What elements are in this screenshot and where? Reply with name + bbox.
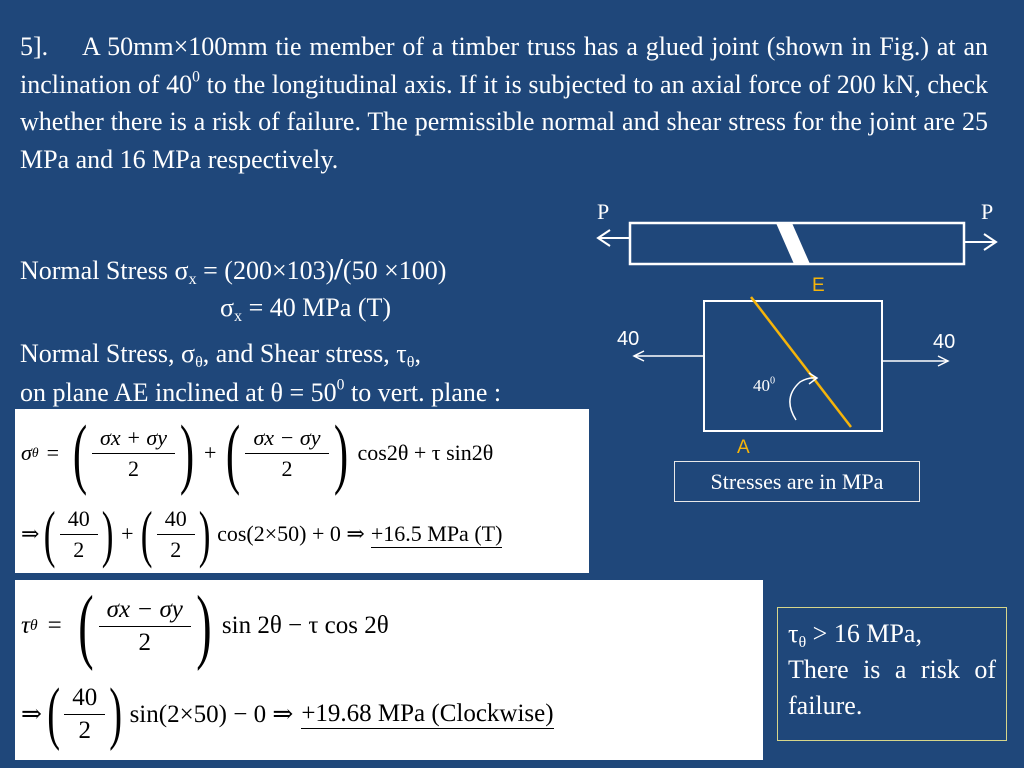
trig-terms: cos2θ + τ sin2θ: [357, 440, 494, 465]
shear-stress-equation-box: [15, 580, 763, 760]
comma: ,: [414, 339, 421, 368]
normal-stress-result: +16.5 MPa (T): [370, 520, 503, 546]
value-40-a: 40: [67, 505, 90, 531]
plane-text-b: to vert. plane :: [344, 378, 502, 407]
plane-text-a: on plane AE inclined at θ = 50: [20, 378, 337, 407]
fraction-diff: [249, 425, 324, 482]
normal-stress-numerator: = (200×103): [196, 256, 335, 285]
plane-degree-superscript: 0: [336, 376, 345, 394]
glued-joint-mark: [776, 223, 810, 264]
paren-open-4: (: [141, 498, 154, 569]
paren-close-4: ): [198, 498, 211, 569]
denominator-2-b: 2: [157, 534, 195, 563]
problem-number: 5].: [20, 32, 49, 61]
fraction-sum-denominator: 2: [92, 453, 175, 482]
sigma-symbol: σ: [220, 293, 235, 322]
theta-subscript-2: θ: [406, 353, 415, 371]
paren-open-5: (: [77, 579, 94, 672]
equals-sign: =: [46, 440, 59, 465]
fraction-shear: [103, 596, 187, 657]
problem-text-a: A 50mm×100mm tie member of a timber truss has a glued joint (shown in Fig.) at an inclination of 40: [20, 32, 988, 99]
division-slash: /: [334, 251, 343, 286]
shear-stress-label: , and Shear stress, τ: [202, 339, 407, 368]
tau-symbol: τ: [788, 619, 799, 648]
paren-close: ): [179, 409, 195, 496]
angle-degree-sup: 0: [770, 375, 776, 387]
conclusion-box: [777, 607, 1007, 741]
angle-arc: [790, 378, 816, 420]
paren-open-6: (: [47, 675, 61, 752]
plus-sign-2: +: [121, 521, 134, 546]
sigma-x-subscript-2: x: [234, 307, 243, 325]
implies-arrow-2: ⇒: [21, 701, 42, 728]
shear-stress-result-row: [21, 675, 554, 752]
tau-theta-symbol: τ: [21, 612, 30, 639]
angle-value: 40: [753, 376, 770, 395]
point-a-label: A: [737, 437, 750, 458]
shear-trig-terms: sin 2θ − τ cos 2θ: [221, 612, 389, 639]
plus-sign: +: [204, 440, 217, 465]
fraction-sum: [96, 425, 171, 482]
paren-close-6: ): [109, 675, 123, 752]
fraction-40-a: [64, 506, 94, 563]
denominator-2-c: 2: [64, 714, 105, 745]
paren-open-3: (: [44, 498, 56, 569]
right-stress-value: 40: [933, 331, 956, 353]
p-left-label: P: [597, 199, 610, 224]
paren-close-2: ): [333, 409, 348, 496]
sigma-theta-symbol: σ: [21, 440, 32, 465]
normal-stress-result-row: [21, 498, 503, 569]
implies-arrow: ⇒: [21, 521, 40, 546]
left-stress-value: 40: [617, 328, 640, 350]
shear-stress-result: +19.68 MPa (Clockwise): [301, 699, 554, 727]
p-right-label: P: [981, 199, 994, 224]
fraction-40-b: [161, 506, 191, 563]
paren-close-5: ): [196, 579, 212, 672]
conclusion-line2: There is a risk of failure.: [788, 655, 996, 720]
equals-sign-2: =: [47, 612, 62, 639]
shear-stress-formula-row: τ θ = ( $\frac{\sigma x - \sigma y}{2}$ ) sin 2θ − τ cos 2θ: [21, 579, 389, 672]
conclusion-line1: > 16 MPa,: [806, 619, 922, 648]
paren-open-2: (: [226, 409, 241, 496]
paren-close-3: ): [101, 498, 114, 569]
degree-superscript: 0: [192, 67, 200, 85]
sigma-x-subscript: x: [188, 270, 197, 288]
normal-stress-label: Normal Stress σ: [20, 256, 189, 285]
value-40-b: 40: [164, 505, 187, 531]
problem-text-b: to the longitudinal axis. If it is subjected to an axial force of 200 kN, check whether there is a risk of failure. The permissible normal and shear stress for the joint are 25 MPa and 16 MPa respectively.: [20, 69, 989, 174]
fraction-sum-numerator: σx + σy: [99, 424, 168, 450]
inclined-plane-ae: [751, 297, 851, 427]
normal-stress-equation-box: [15, 409, 589, 573]
fraction-40-c: [68, 684, 101, 745]
units-note: Stresses are in MPa: [674, 461, 920, 502]
tau-subscript: θ: [798, 633, 807, 651]
denominator-2-a: 2: [60, 534, 98, 563]
fraction-shear-numerator: σx − σy: [106, 595, 183, 623]
fraction-diff-numerator: σx − σy: [253, 424, 321, 450]
theta-subscript-1: θ: [195, 353, 203, 371]
sigma-x-value: = 40 MPa (T): [242, 293, 392, 322]
cos-expression: cos(2×50) + 0 ⇒: [217, 521, 365, 546]
sin-expression: sin(2×50) − 0 ⇒: [129, 701, 294, 728]
fraction-diff-denominator: 2: [245, 453, 328, 482]
normal-stress-formula-row: σ θ = ( $\frac{\sigma x + \sigma y}{2}$ ) + ( $\frac{\sigma x - \sigma y}{2}$ ) cos2θ + τ sin2θ: [21, 409, 494, 496]
stress-element: [704, 301, 882, 431]
normal-stress-theta-label: Normal Stress, σ: [20, 339, 196, 368]
value-40-c: 40: [72, 683, 98, 711]
normal-stress-denominator: (50 ×100): [342, 256, 447, 285]
point-e-label: E: [812, 275, 825, 296]
paren-open: (: [72, 409, 88, 496]
fraction-shear-denominator: 2: [99, 626, 191, 657]
angle-label: [753, 376, 775, 396]
